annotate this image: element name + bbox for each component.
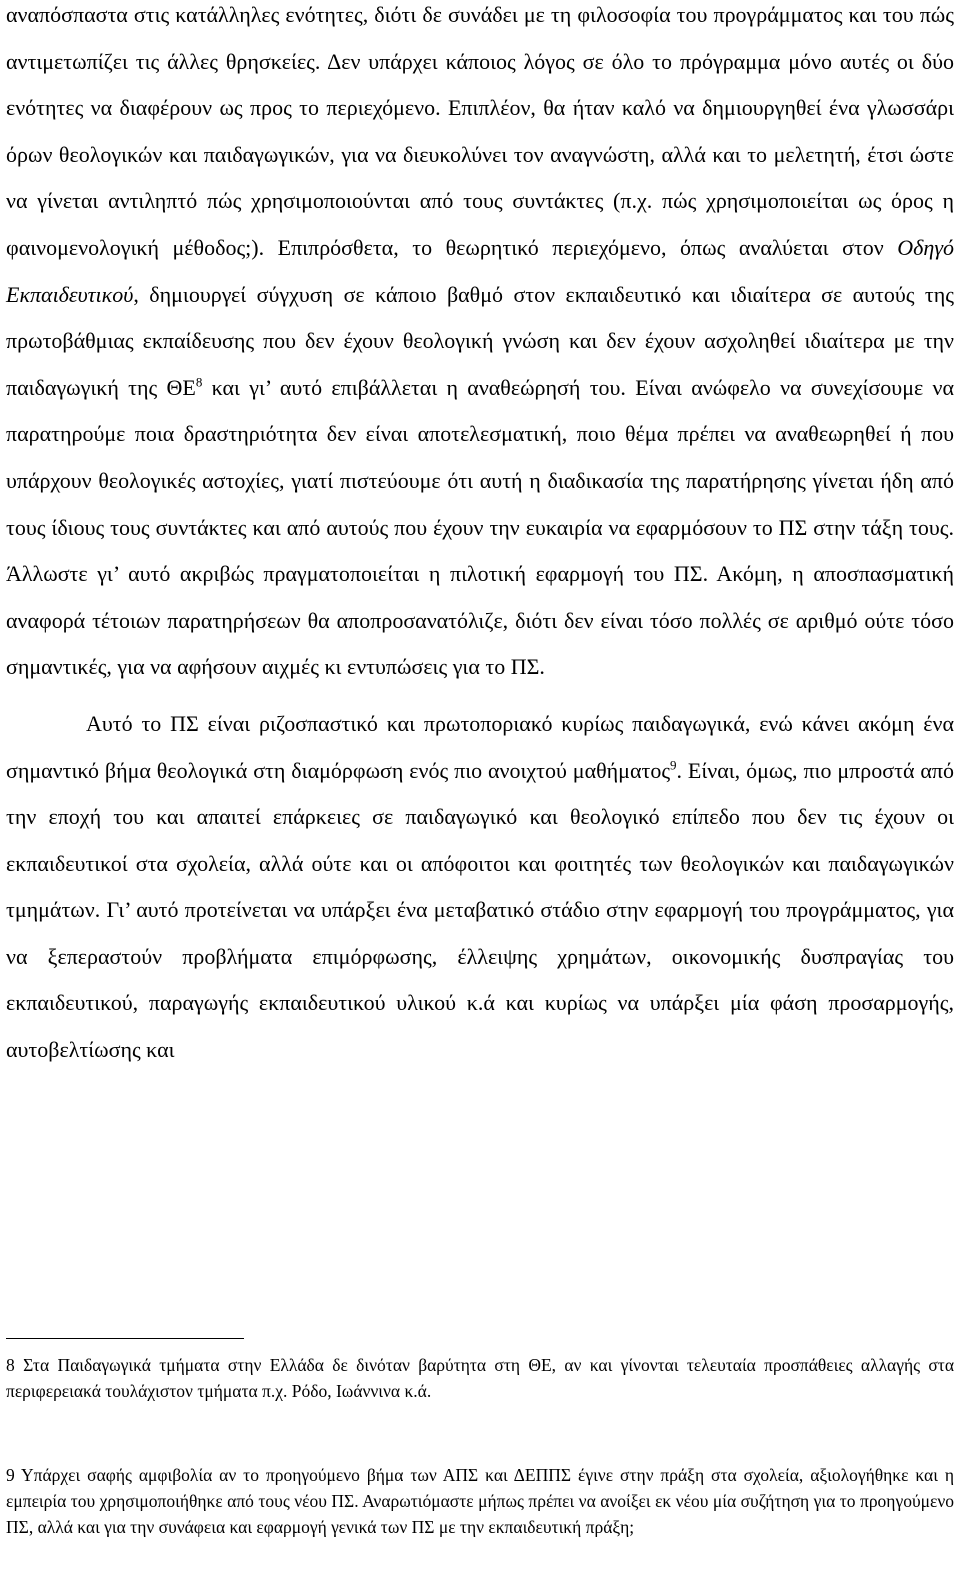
footnote-separator [6, 1338, 244, 1339]
document-page [6, 0, 954, 1537]
footnote-ref-9[interactable]: 9 [670, 757, 677, 773]
paragraph-1-italic-title: Οδηγό Εκπαιδευτικού [6, 234, 954, 307]
paragraph-1-text-c: και γι’ αυτό επιβάλλεται η αναθεώρησή του. Είναι ανώφελο να συνεχίσουμε να παρατηρούμε ποια δραστηριότητα δεν είναι αποτελεσματική, ποιο θέμα πρέπει να αναθεωρηθεί ή που υπάρχουν θεολογικές αστοχίες, γιατί πιστεύουμε ότι αυτή η διαδικασία της παρατήρησης γίνεται ήδη από τους ίδιους τους συντάκτες και από αυτούς που έχουν την ευκαιρία να εφαρμόσουν το ΠΣ στην τάξη τους. Άλλωστε γι’ αυτό ακριβώς πραγματοποιείται η πιλοτική εφαρμογή του ΠΣ. Ακόμη, η αποσπασματική αναφορά τέτοιων παρατηρήσεων θα αποπροσανατόλιζε, διότι δεν είναι τόσο πολλές σε αριθμό ούτε τόσο σημαντικές, για να αφήσουν αιχμές κι εντυπώσεις για το ΠΣ. [6, 374, 954, 680]
paragraph-1 [6, 0, 954, 691]
footnote-8: 8 Στα Παιδαγωγικά τμήματα στην Ελλάδα δε δινόταν βαρύτητα στη ΘΕ, αν και γίνονται τελευταία προσπάθειες αλλαγής στα περιφερειακά τουλάχιστον τμήματα π.χ. Ρόδο, Ιωάννινα κ.ά. [6, 1355, 954, 1401]
footnote-ref-8[interactable]: 8 [195, 374, 203, 390]
paragraph-2 [6, 701, 954, 1074]
footnote-9: 9 Υπάρχει σαφής αμφιβολία αν το προηγούμενο βήμα των ΑΠΣ και ΔΕΠΠΣ έγινε στην πράξη στα σχολεία, αξιολογήθηκε και η εμπειρία του χρησιμοποιήθηκε από τους νέου ΠΣ. Αναρωτιόμαστε μήπως πρέπει να ανοίξει εκ νέου μία συζήτηση για το προηγούμενο ΠΣ, αλλά και για την συνάφεια και εφαρμογή γενικά των ΠΣ με την εκπαιδευτική πράξη; [6, 1465, 954, 1537]
paragraph-2-text-b: . Είναι, όμως, πιο μπροστά από την εποχή του και απαιτεί επάρκειες σε παιδαγωγικό και θεολογικό επίπεδο που δεν τις έχουν οι εκπαιδευτικοί στα σχολεία, αλλά ούτε και οι απόφοιτοι και φοιτητές των θεολογικών και παιδαγωγικών τμημάτων. Γι’ αυτό προτείνεται να υπάρξει ένα μεταβατικό στάδιο στην εφαρμογή του προγράμματος, για να ξεπεραστούν προβλήματα επιμόρφωσης, έλλειψης χρημάτων, οικονομικής δυσπραγίας του εκπαιδευτικού, παραγωγής εκπαιδευτικού υλικού κ.ά και κυρίως να υπάρξει μία φάση προσαρμογής, αυτοβελτίωσης και [6, 757, 954, 1063]
paragraph-1-text-a: αναπόσπαστα στις κατάλληλες ενότητες, διότι δε συνάδει με τη φιλοσοφία του προγράμματος και του πώς αντιμετωπίζει τις άλλες θρησκείες. Δεν υπάρχει κάποιος λόγος σε όλο το πρόγραμμα μόνο αυτές οι δύο ενότητες να διαφέρουν ως προς το περιεχόμενο. Επιπλέον, θα ήταν καλό να δημιουργηθεί ένα γλωσσάρι όρων θεολογικών και παιδαγωγικών, για να διευκολύνει τον αναγνώστη, αλλά και το μελετητή, έτσι ώστε να γίνεται αντιληπτό πώς χρησιμοποιούνται από τους συντάκτες (π.χ. πώς χρησιμοποιείται ως όρος η φαινομενολογική μέθοδος;). Επιπρόσθετα, το θεωρητικό περιεχόμενο, όπως αναλύεται στον [6, 2, 954, 260]
paragraph-2-text-a: Αυτό το ΠΣ είναι ριζοσπαστικό και πρωτοποριακό κυρίως παιδαγωγικά, ενώ κάνει ακόμη ένα σημαντικό βήμα θεολογικά στη διαμόρφωση ενός πιο ανοιχτού μαθήματος [6, 710, 954, 783]
paragraph-1-text-b: , δημιουργεί σύγχυση σε κάποιο βαθμό στον εκπαιδευτικό και ιδιαίτερα σε αυτούς της πρωτοβάθμιας εκπαίδευσης που δεν έχουν θεολογική γνώση και δεν έχουν ασχοληθεί ιδιαίτερα με την παιδαγωγική της ΘΕ [6, 281, 954, 400]
